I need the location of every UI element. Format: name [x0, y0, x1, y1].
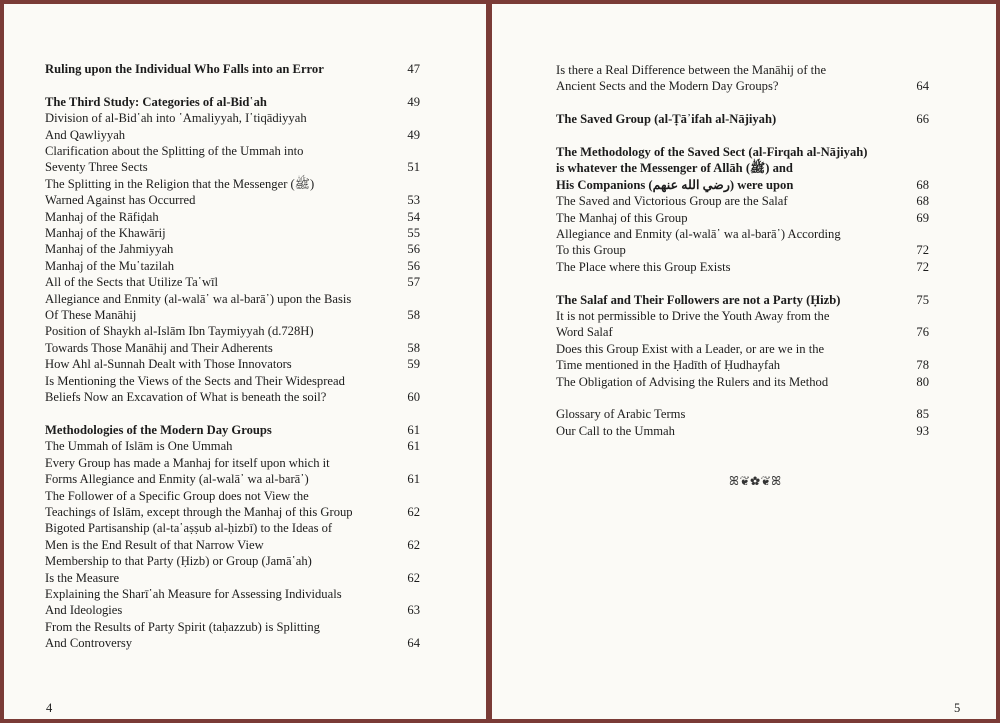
toc-entry-page: 61: [407, 439, 420, 454]
toc-entry[interactable]: [45, 110, 420, 126]
toc-entry-page: 53: [407, 193, 420, 208]
toc-entry[interactable]: [45, 520, 420, 536]
toc-entry-title: Division of al-Bid῾ah into ῾Amaliyyah, I῾tiqādiyyah: [45, 111, 307, 126]
toc-entry[interactable]: [45, 619, 420, 635]
toc-entry[interactable]: [556, 226, 929, 242]
toc-gap: [556, 275, 929, 291]
toc-gap: [556, 128, 929, 144]
toc-entry-page: 61: [407, 422, 420, 437]
toc-entry[interactable]: [556, 308, 929, 324]
toc-entry[interactable]: [45, 209, 420, 225]
toc-heading[interactable]: [556, 177, 929, 193]
toc-entry-title: Does this Group Exist with a Leader, or are we in the: [556, 341, 825, 356]
toc-entry-page: 60: [407, 390, 420, 405]
toc-heading[interactable]: [556, 144, 929, 160]
toc-entry-title: Men is the End Result of that Narrow View: [45, 537, 264, 552]
toc-heading[interactable]: [45, 61, 420, 77]
toc-entry-title: Teachings of Islām, except through the Manhaj of this Group: [45, 504, 353, 519]
toc-entry-title: Allegiance and Enmity (al-walā᾽ wa al-barā᾽) upon the Basis: [45, 291, 352, 306]
toc-entry[interactable]: [45, 504, 420, 520]
toc-entry-title: Glossary of Arabic Terms: [556, 407, 686, 422]
toc-entry-title: Towards Those Manāhij and Their Adherents: [45, 340, 273, 355]
toc-entry-page: 93: [916, 423, 929, 438]
toc-entry-title: The Splitting in the Religion that the Messenger (ﷺ): [45, 176, 315, 191]
toc-entry-title: Explaining the Sharī῾ah Measure for Assessing Individuals: [45, 586, 342, 601]
toc-entry[interactable]: [45, 274, 420, 290]
toc-entry[interactable]: [45, 586, 420, 602]
toc-gap: [556, 95, 929, 111]
toc-entry[interactable]: [45, 241, 420, 257]
toc-gap: [45, 77, 420, 93]
page-number-right: 5: [954, 701, 961, 715]
toc-entry[interactable]: [45, 553, 420, 569]
toc-entry[interactable]: [556, 193, 929, 209]
toc-entry-page: 62: [407, 537, 420, 552]
toc-entry-page: 76: [916, 325, 929, 340]
toc-entry-title: Our Call to the Ummah: [556, 423, 675, 438]
toc-entry-page: 62: [407, 504, 420, 519]
toc-entry-title: Manhaj of the Mu῾tazilah: [45, 258, 175, 273]
toc-entry-page: 56: [407, 258, 420, 273]
toc-entry[interactable]: [45, 488, 420, 504]
toc-entry-title: Is the Measure: [45, 570, 120, 585]
toc-heading[interactable]: [556, 111, 929, 127]
toc-entry-title: Is Mentioning the Views of the Sects and Their Widespread: [45, 373, 345, 388]
toc-entry-title: The Salaf and Their Followers are not a Party (Ḥizb): [556, 292, 841, 307]
toc-entry-page: 47: [407, 62, 420, 76]
toc-entry[interactable]: [45, 373, 420, 389]
toc-entry-title: The Follower of a Specific Group does not View the: [45, 488, 309, 503]
toc-entry-title: Forms Allegiance and Enmity (al-walā᾽ wa al-barā᾽): [45, 472, 309, 487]
toc-entry-title: is whatever the Messenger of Allāh (ﷺ) and: [556, 161, 793, 176]
toc-right: [556, 62, 929, 439]
toc-entry[interactable]: [45, 537, 420, 553]
toc-entry-title: Time mentioned in the Ḥadīth of Ḥudhayfah: [556, 358, 781, 373]
toc-entry[interactable]: [556, 423, 929, 439]
left-page: [4, 4, 486, 719]
toc-heading[interactable]: [45, 94, 420, 110]
toc-entry[interactable]: [45, 159, 420, 175]
toc-entry-title: All of the Sects that Utilize Ta῾wīl: [45, 275, 219, 290]
toc-entry[interactable]: [556, 374, 929, 390]
toc-entry-title: The Third Study: Categories of al-Bid῾ah: [45, 94, 267, 109]
toc-heading[interactable]: [556, 160, 929, 176]
toc-entry-page: 69: [916, 210, 929, 225]
toc-entry-title: Ancient Sects and the Modern Day Groups?: [556, 79, 779, 94]
toc-entry-title: Manhaj of the Rāfiḍah: [45, 209, 159, 224]
toc-entry-page: 54: [407, 209, 420, 224]
toc-entry[interactable]: [556, 324, 929, 340]
toc-entry[interactable]: [556, 406, 929, 422]
toc-entry-title: Bigoted Partisanship (al-ta῾aṣṣub al-ḥizbī) to the Ideas of: [45, 521, 333, 536]
toc-entry[interactable]: [45, 176, 420, 192]
toc-entry-title: The Methodology of the Saved Sect (al-Firqah al-Nājiyah): [556, 145, 868, 159]
toc-entry-page: 85: [916, 407, 929, 422]
toc-entry-title: The Obligation of Advising the Rulers and its Method: [556, 374, 829, 389]
toc-entry-page: 66: [916, 112, 929, 127]
toc-entry[interactable]: [556, 341, 929, 357]
toc-entry-page: 68: [916, 194, 929, 209]
toc-entry-page: 51: [407, 160, 420, 175]
toc-entry[interactable]: [556, 210, 929, 226]
toc-entry-page: 75: [916, 292, 929, 307]
toc-entry[interactable]: [45, 340, 420, 356]
toc-entry-title: Allegiance and Enmity (al-walā᾽ wa al-barā᾽) According: [556, 227, 841, 242]
toc-entry-title: And Ideologies: [45, 603, 123, 618]
toc-entry-title: Methodologies of the Modern Day Groups: [45, 422, 272, 437]
toc-heading[interactable]: [556, 292, 929, 308]
toc-entry-page: 78: [916, 358, 929, 373]
toc-gap: [556, 390, 929, 406]
toc-entry-page: 80: [916, 374, 929, 389]
toc-gap: [45, 406, 420, 422]
toc-entry-title: And Controversy: [45, 636, 133, 651]
toc-entry-title: It is not permissible to Drive the Youth Away from the: [556, 309, 830, 324]
toc-entry[interactable]: [45, 323, 420, 339]
right-page: [492, 4, 996, 719]
toc-entry-page: 64: [407, 636, 420, 651]
toc-entry[interactable]: [45, 455, 420, 471]
toc-entry-title: Word Salaf: [556, 325, 613, 340]
toc-entry[interactable]: [45, 635, 420, 651]
toc-entry[interactable]: [45, 471, 420, 487]
page-number-left: 4: [46, 701, 53, 715]
toc-entry[interactable]: [45, 225, 420, 241]
toc-entry-page: 72: [916, 259, 929, 274]
toc-entry[interactable]: [45, 143, 420, 159]
toc-entry[interactable]: [45, 602, 420, 618]
toc-entry[interactable]: [45, 307, 420, 323]
toc-entry[interactable]: [45, 127, 420, 143]
toc-entry-title: His Companions (رضي الله عنهم) were upon: [556, 177, 794, 192]
toc-entry-page: 58: [407, 308, 420, 323]
toc-entry-title: Seventy Three Sects: [45, 160, 148, 175]
toc-entry-title: Of These Manāhij: [45, 308, 137, 323]
toc-entry-page: 72: [916, 243, 929, 258]
toc-heading[interactable]: [45, 422, 420, 438]
toc-entry-title: Warned Against has Occurred: [45, 193, 196, 208]
toc-entry[interactable]: [45, 291, 420, 307]
toc-entry-page: 61: [407, 472, 420, 487]
toc-entry-title: To this Group: [556, 243, 626, 258]
toc-entry-page: 49: [407, 127, 420, 142]
toc-entry[interactable]: [45, 570, 420, 586]
toc-entry-page: 56: [407, 242, 420, 257]
toc-entry-title: Manhaj of the Jahmiyyah: [45, 242, 174, 257]
toc-entry-page: 64: [916, 79, 929, 94]
toc-entry[interactable]: [45, 192, 420, 208]
toc-entry-page: 49: [407, 94, 420, 109]
toc-entry-title: The Manhaj of this Group: [556, 210, 688, 225]
toc-entry-title: How Ahl al-Sunnah Dealt with Those Innovators: [45, 357, 292, 372]
toc-entry-title: And Qawliyyah: [45, 127, 126, 142]
toc-entry-title: Membership to that Party (Ḥizb) or Group (Jamā῾ah): [45, 554, 312, 569]
toc-entry-page: 55: [407, 226, 420, 241]
toc-entry[interactable]: [556, 62, 929, 78]
toc-entry[interactable]: [45, 258, 420, 274]
toc-entry-title: Beliefs Now an Excavation of What is beneath the soil?: [45, 390, 327, 405]
toc-entry-title: The Ummah of Islām is One Ummah: [45, 439, 233, 454]
toc-entry[interactable]: [45, 356, 420, 372]
toc-entry-title: From the Results of Party Spirit (taḥazzub) is Splitting: [45, 619, 320, 634]
toc-entry-page: 57: [407, 275, 420, 290]
toc-entry-title: The Place where this Group Exists: [556, 259, 731, 274]
toc-entry-page: 62: [407, 570, 420, 585]
toc-entry-page: 63: [407, 603, 420, 618]
toc-entry[interactable]: [45, 438, 420, 454]
toc-entry-title: The Saved Group (al-Ṭā᾽ifah al-Nājiyah): [556, 112, 777, 127]
toc-entry-page: 59: [407, 357, 420, 372]
ornament: ꕤ❦✿❦ꕤ: [729, 474, 783, 488]
toc-entry-title: Position of Shaykh al-Islām Ibn Taymiyyah (d.728H): [45, 324, 314, 339]
toc-entry[interactable]: [556, 259, 929, 275]
toc-entry[interactable]: [45, 389, 420, 405]
toc-entry[interactable]: [556, 357, 929, 373]
toc-entry[interactable]: [556, 78, 929, 94]
toc-entry-page: 58: [407, 340, 420, 355]
toc-entry-title: Clarification about the Splitting of the Ummah into: [45, 144, 304, 159]
toc-entry-title: Manhaj of the Khawārij: [45, 226, 166, 241]
toc-entry-title: The Saved and Victorious Group are the Salaf: [556, 194, 788, 209]
toc-entry-title: Is there a Real Difference between the Manāhij of the: [556, 63, 827, 77]
toc-left: [45, 61, 420, 652]
toc-entry-title: Every Group has made a Manhaj for itself upon which it: [45, 455, 330, 470]
toc-entry[interactable]: [556, 242, 929, 258]
toc-entry-page: 68: [916, 177, 929, 192]
toc-entry-title: Ruling upon the Individual Who Falls into an Error: [45, 62, 324, 76]
